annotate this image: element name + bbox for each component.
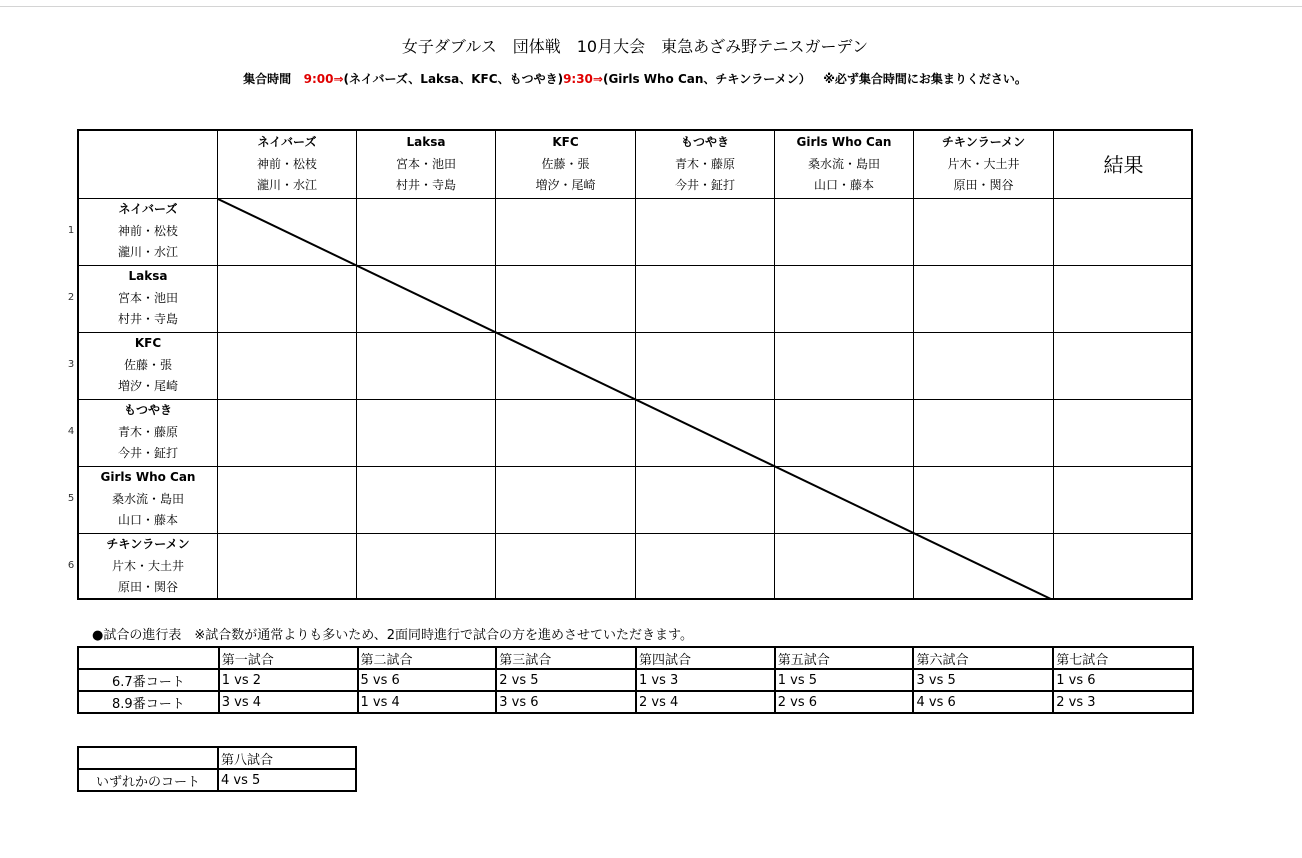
column-pair: 山口・藤本 <box>813 178 874 192</box>
top-divider <box>0 6 1302 7</box>
row-number: 5 <box>67 493 75 504</box>
row-pair: 宮本・池田 <box>117 290 178 305</box>
match-cell: 1 vs 5 <box>775 669 914 691</box>
row-header <box>79 333 217 398</box>
row-pair: 原田・関谷 <box>117 580 178 594</box>
row-pair: 増汐・尾崎 <box>117 379 178 393</box>
row-team-name: Laksa <box>128 269 168 283</box>
column-header <box>914 132 1053 197</box>
match-cell: 1 vs 3 <box>636 669 775 691</box>
court-label: 6.7番コート <box>78 669 219 691</box>
row-header <box>79 467 217 532</box>
assembly-group-1: (ネイバーズ、Laksa、KFC、もつやき) <box>343 72 564 86</box>
match-cell: 2 vs 6 <box>775 691 914 713</box>
column-pair: 神前・松枝 <box>256 156 317 171</box>
column-header <box>496 132 635 197</box>
match-cell: 2 vs 4 <box>636 691 775 713</box>
row-header <box>79 266 217 331</box>
result-header: 結果 <box>1103 153 1144 177</box>
column-header <box>775 132 913 197</box>
column-pair: 原田・関谷 <box>953 178 1014 192</box>
row-team-name: Girls Who Can <box>100 470 196 484</box>
match-grid <box>77 129 1193 600</box>
match-header: 第四試合 <box>636 647 775 669</box>
match-cell: 1 vs 6 <box>1053 669 1193 691</box>
column-header <box>357 132 495 197</box>
row-number: 1 <box>67 225 75 236</box>
schedule-header-row <box>78 647 1193 669</box>
schedule-row <box>78 691 1193 713</box>
assembly-time-1: 9:00⇒ <box>303 72 344 86</box>
match-header: 第二試合 <box>358 647 497 669</box>
column-team-name: Girls Who Can <box>796 135 892 149</box>
progress-note: ●試合の進行表 ※試合数が通常よりも多いため、2面同時進行で試合の方を進めさせていただきます。 <box>92 628 693 643</box>
assembly-time <box>0 70 1270 87</box>
row-number: 6 <box>67 560 75 571</box>
extra-row <box>78 769 356 791</box>
match-header: 第五試合 <box>775 647 914 669</box>
page-title: 女子ダブルス 団体戦 10月大会 東急あざみ野テニスガーデン <box>401 37 869 56</box>
assembly-group-2: (Girls Who Can、チキンラーメン） <box>602 72 811 86</box>
column-header <box>636 132 774 197</box>
court-label: 8.9番コート <box>78 691 219 713</box>
extra-corner-cell <box>78 747 218 769</box>
match-header: 第六試合 <box>913 647 1053 669</box>
row-header <box>79 534 217 599</box>
row-pair: 桑水流・島田 <box>111 491 184 506</box>
column-team-name: KFC <box>552 135 579 149</box>
schedule-row <box>78 669 1193 691</box>
row-header <box>79 199 217 264</box>
match-header: 第八試合 <box>218 747 356 769</box>
match-cell: 4 vs 6 <box>913 691 1053 713</box>
column-team-name: もつやき <box>680 135 729 149</box>
row-pair: 佐藤・張 <box>123 357 172 372</box>
column-pair: 青木・藤原 <box>674 156 735 171</box>
match-header: 第三試合 <box>496 647 636 669</box>
match-header: 第一試合 <box>219 647 358 669</box>
match-cell: 3 vs 4 <box>219 691 358 713</box>
column-pair: 瀧川・水江 <box>256 178 317 192</box>
match-cell: 1 vs 4 <box>358 691 497 713</box>
column-team-name: ネイバーズ <box>257 135 317 149</box>
schedule-corner-cell <box>78 647 219 669</box>
row-pair: 山口・藤本 <box>117 513 178 527</box>
row-pair: 今井・鉦打 <box>117 446 178 460</box>
row-team-name: もつやき <box>123 403 172 417</box>
row-pair: 村井・寺島 <box>117 312 178 326</box>
extra-header-row <box>78 747 356 769</box>
column-header <box>218 132 356 197</box>
match-cell: 3 vs 5 <box>913 669 1053 691</box>
match-cell: 5 vs 6 <box>358 669 497 691</box>
column-pair: 佐藤・張 <box>541 156 590 171</box>
row-pair: 片木・大土井 <box>111 558 184 573</box>
column-team-name: チキンラーメン <box>941 135 1026 149</box>
row-number: 3 <box>67 359 75 370</box>
diagonal-line <box>218 199 1054 600</box>
row-number: 4 <box>67 426 75 437</box>
match-cell: 1 vs 2 <box>219 669 358 691</box>
assembly-note: ※必ず集合時間にお集まりください。 <box>823 72 1027 86</box>
match-cell: 2 vs 5 <box>496 669 636 691</box>
match-cell: 2 vs 3 <box>1053 691 1193 713</box>
row-number: 2 <box>67 292 75 303</box>
row-pair: 青木・藤原 <box>117 424 178 439</box>
column-pair: 今井・鉦打 <box>674 178 735 192</box>
row-team-name: チキンラーメン <box>106 537 190 551</box>
row-pair: 瀧川・水江 <box>117 245 178 259</box>
column-pair: 片木・大土井 <box>947 156 1020 171</box>
match-cell: 3 vs 6 <box>496 691 636 713</box>
match-header: 第七試合 <box>1053 647 1193 669</box>
schedule-table <box>77 646 1194 714</box>
row-team-name: KFC <box>134 336 162 350</box>
column-team-name: Laksa <box>406 135 446 149</box>
court-label: いずれかのコート <box>78 769 218 791</box>
row-team-name: ネイバーズ <box>118 202 178 216</box>
extra-match-table <box>77 746 357 792</box>
assembly-label: 集合時間 <box>243 72 292 86</box>
row-header <box>79 400 217 465</box>
column-pair: 村井・寺島 <box>395 178 456 192</box>
match-cell: 4 vs 5 <box>218 769 356 791</box>
column-pair: 桑水流・島田 <box>807 156 880 171</box>
assembly-time-2: 9:30⇒ <box>563 72 603 86</box>
column-pair: 増汐・尾崎 <box>535 178 596 192</box>
column-pair: 宮本・池田 <box>395 156 456 171</box>
row-pair: 神前・松枝 <box>117 223 178 238</box>
